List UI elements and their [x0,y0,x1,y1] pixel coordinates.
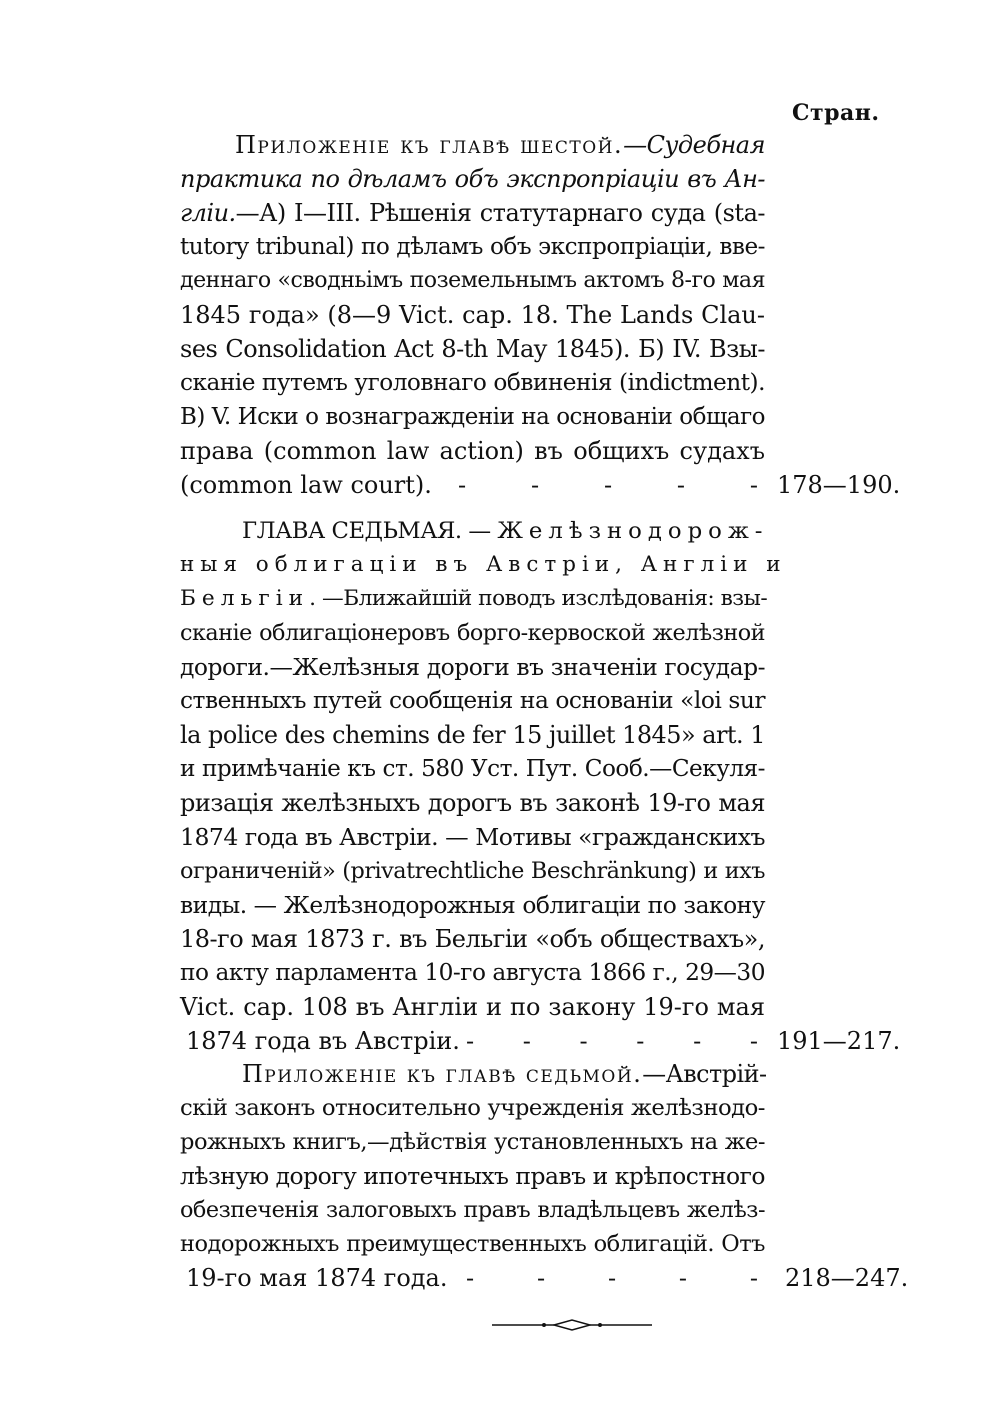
entry-text: дороги.—Желѣзныя дороги въ значеніи государ- [180,653,765,681]
entry-text: по акту парламента 10-го августа 1866 г., 29—30 [180,959,765,986]
entry-line [180,162,765,196]
entry-line [180,366,765,400]
entry-line [180,752,765,786]
page-range: 178—190. [777,471,901,499]
entry-line [180,1125,765,1159]
entry-line [180,718,765,752]
leader-dash: - [466,1027,475,1055]
entry-line [180,264,765,298]
entry-text: деннаго «сводньімъ поземельнымъ актомъ 8-го мая [180,268,765,293]
entry-line [180,820,765,854]
entry-text: —Судебная [623,131,765,159]
entry-line [180,650,765,684]
entry-line [180,400,765,434]
dot-leader [466,1024,758,1058]
entry-line [235,128,765,162]
entry-text: скій законъ относительно учрежденія желѣзнодо- [180,1095,765,1121]
leader-dash: - [458,471,467,499]
entry-heading: Приложеніе къ главѣ седьмой. [242,1060,643,1088]
entry-text: Vict. cap. 108 въ Англіи и по закону 19-го мая [180,993,765,1021]
entry-text: (common law court). [180,471,432,499]
entry-line [180,1091,765,1125]
page-range: 218—247. [785,1264,909,1292]
entry-text: ныя облигаціи въ Австріи, Англіи и [180,552,787,577]
entry-line [180,582,768,616]
entry-line [180,956,765,990]
leader-dash: - [678,1264,688,1292]
entry-line [180,332,765,366]
leader-dash: - [607,1264,617,1292]
entry-text: Желѣзнодорож- [497,518,769,544]
entry-text: практика по дѣламъ объ экспропріаціи въ Ан- [180,165,765,193]
entry-text: ограниченій» (privatrechtliche Beschränkung) и ихъ [180,858,765,884]
leader-dash: - [603,471,613,499]
leader-dash: - [676,471,686,499]
ornament-divider-icon [492,1318,652,1332]
entry-text: 18-го мая 1873 г. въ Бельгіи «объ обществахъ», [180,925,765,953]
entry-text: tutory tribunal) по дѣламъ объ экспропріаціи, вве- [180,233,765,260]
entry-text: гліи. [180,199,236,227]
entry-text: и примѣчаніе къ ст. 580 Уст. Пут. Сооб.—Секуля- [180,755,765,782]
entry-line [186,1261,448,1295]
entry-text: 1874 года въ Австріи. [186,1027,460,1055]
entry-line [180,1193,765,1227]
entry-text: сканіе облигаціонеровъ борго-кервоской желѣзной [180,620,765,646]
entry-line [242,1057,765,1091]
entry-line [180,616,765,650]
entry-text: 1874 года въ Австріи. — Мотивы «гражданскихъ [180,823,765,851]
dot-leader [458,468,758,502]
entry-text: виды. — Желѣзнодорожныя облигаціи по закону [180,891,765,919]
entry-line [180,230,765,264]
leader-dash: - [536,1264,546,1292]
entry-text: —Австрій- [642,1060,767,1088]
entry-line [186,1024,460,1058]
entry-line [180,548,787,582]
entry-text: —Ближайшій поводъ изслѣдованія: взы- [322,586,768,611]
entry-text: 19-го мая 1874 года. [186,1264,448,1292]
dot-leader [466,1261,758,1295]
entry-text: 1845 года» (8—9 Vict. cap. 18. The Lands Clau- [180,301,765,329]
entry-line [180,786,765,820]
entry-text: ризація желѣзныхъ дорогъ въ законѣ 19-го мая [180,789,765,817]
entry-heading: Приложеніе къ главѣ шестой. [235,131,624,159]
entry-text: обезпеченія залоговыхъ правъ владѣльцевъ желѣз- [180,1197,765,1223]
entry-line [180,990,765,1024]
leader-dash: - [636,1027,645,1055]
entry-text: Бельгіи. [180,586,323,611]
entry-text: la police des chemins de fer 15 juillet 1845» art. 1 [180,721,765,749]
leader-dash: - [466,1264,475,1292]
leader-dash: - [693,1027,702,1055]
entry-line [242,514,769,548]
entry-line [180,298,765,332]
leader-dash: - [749,471,758,499]
entry-line [180,854,765,888]
pages-column-header: Стран. [792,100,880,126]
entry-line [180,1227,765,1261]
entry-line [180,684,765,718]
entry-text: права (common law action) въ общихъ судахъ [180,437,765,465]
entry-line [180,922,765,956]
entry-text: лѣзную дорогу ипотечныхъ правъ и крѣпостного [180,1162,765,1190]
entry-text: —А) I—III. Рѣшенія статутарнаго суда (sta- [235,199,765,227]
entry-text: ses Consolidation Act 8-th May 1845). Б) IV. Взы- [180,335,765,363]
entry-text: рожныхъ книгъ,—дѣйствія установленныхъ на же- [180,1129,765,1155]
entry-line [180,1159,765,1193]
entry-text: нодорожныхъ преимущественныхъ облигацій. Отъ [180,1231,765,1257]
leader-dash: - [579,1027,588,1055]
entry-text: В) V. Иски о вознагражденіи на основаніи общаго [180,404,765,430]
entry-line [180,196,765,230]
page-range: 191—217. [777,1027,901,1055]
entry-line [180,888,765,922]
entry-heading: ГЛАВА СЕДЬМАЯ. — [242,518,498,544]
entry-line [180,468,432,502]
leader-dash: - [530,471,540,499]
leader-dash: - [522,1027,531,1055]
entry-text: сканіе путемъ уголовнаго обвиненія (indictment). [180,369,765,396]
entry-line [180,434,765,468]
leader-dash: - [749,1027,758,1055]
leader-dash: - [749,1264,758,1292]
entry-text: ственныхъ путей сообщенія на основаніи «loi sur [180,687,765,714]
